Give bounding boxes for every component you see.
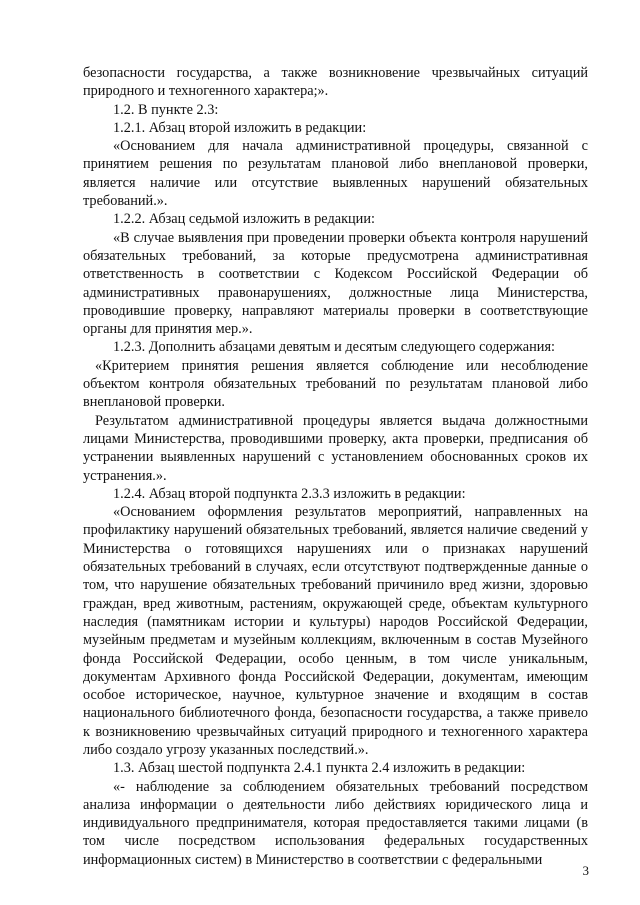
page-number: 3 — [582, 863, 589, 878]
paragraph-8: «Критерием принятия решения является соблюдение или несоблюдение объектом контроля обязательных требований по результатам плановой либо внеплановой проверки. — [83, 357, 588, 411]
paragraph-6: «В случае выявления при проведении проверки объекта контроля нарушений обязательных требований, за которые предусмотрена административная ответственность в соответствии с Кодексом Российской Федерации об административных правонарушениях, должностные лица Министерства, проводившие проверку, направляют материалы проверки в соответствующие органы для принятия мер.». — [83, 229, 588, 338]
paragraph-10: 1.2.4. Абзац второй подпункта 2.3.3 изложить в редакции: — [113, 485, 466, 502]
paragraph-4: «Основанием для начала административной процедуры, связанной с принятием решения по результатам плановой либо внеплановой проверки, является наличие или отсутствие выявленных нарушений обязательных требований.». — [83, 138, 588, 210]
paragraph-5: 1.2.2. Абзац седьмой изложить в редакции: — [113, 211, 375, 228]
paragraph-2: 1.2. В пункте 2.3: — [113, 101, 219, 118]
paragraph-11: «Основанием оформления результатов мероприятий, направленных на профилактику нарушений обязательных требований, является наличие сведений у Министерства о готовящихся нарушениях или о признаках нарушений обязательных требований в случаях, если отсутствуют подтвержденные данные о том, что нарушение обязательных требований причинило вред жизни, здоровью граждан, вред животным, растениям, окружающей среде, объектам культурного наследия (памятникам истории и культуры) народов Российской Федерации, музейным предметам и музейным коллекциям, включенным в состав Музейного фонда Российской Федерации, особо ценным, в том числе уникальным, документам Архивного фонда Российской Федерации, документам, имеющим особое историческое, научное, культурное значение и входящим в состав национального библиотечного фонда, безопасности государства, а также привело к возникновению чрезвычайных ситуаций природного и техногенного характера либо создало угрозу указанных последствий.». — [83, 504, 588, 758]
paragraph-7: 1.2.3. Дополнить абзацами девятым и десятым следующего содержания: — [113, 339, 555, 356]
paragraph-12: 1.3. Абзац шестой подпункта 2.4.1 пункта 2.4 изложить в редакции: — [113, 760, 526, 777]
paragraph-3: 1.2.1. Абзац второй изложить в редакции: — [113, 119, 367, 136]
paragraph-9: Результатом административной процедуры является выдача должностными лицами Министерства, проводившими проверку, акта проверки, предписания об устранении выявленных нарушений с установлением обоснованных сроков их устранения.». — [83, 412, 588, 484]
document-body — [83, 64, 588, 869]
paragraph-13: «- наблюдение за соблюдением обязательных требований посредством анализа информации о деятельности либо действиях юридического лица и индивидуального предпринимателя, которая предоставляется такими лицами (в том числе посредством использования федеральных государственных информационных систем) в Министерство в соответствии с федеральными — [83, 778, 588, 868]
paragraph-1: безопасности государства, а также возникновение чрезвычайных ситуаций природного и техногенного характера;». — [83, 65, 588, 100]
